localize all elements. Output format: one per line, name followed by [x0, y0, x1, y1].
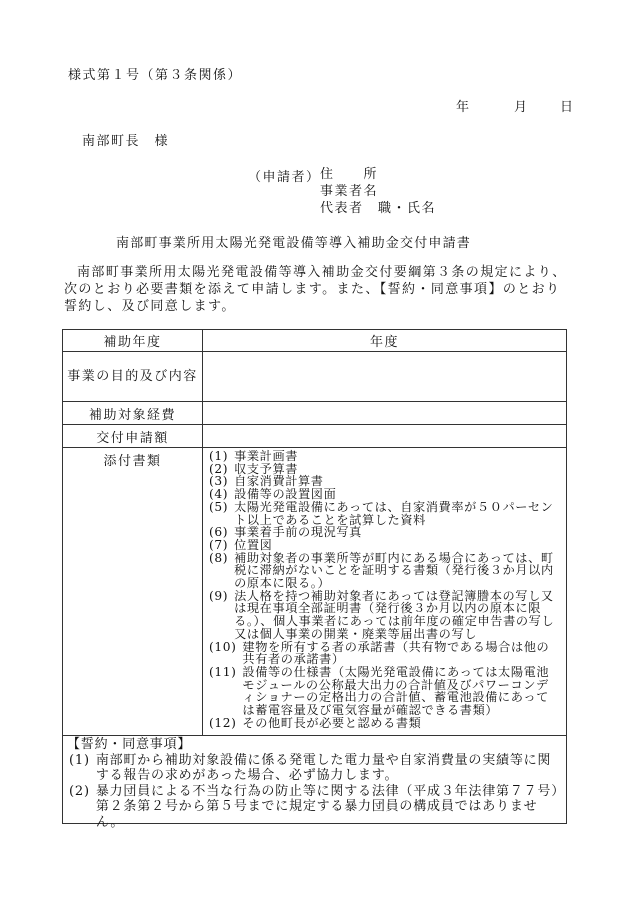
attachment-item: [209, 590, 560, 641]
date-year-label: 年: [456, 100, 471, 115]
attachment-text: 設備等の仕様書（太陽光発電設備にあっては太陽電池モジュールの公称最大出力の合計値及びパワーコンディショナーの定格出力の合計値、蓄電池設備にあっては蓄電容量及び電気容量が確認できる書類）: [242, 664, 550, 718]
attachment-number: (1): [209, 449, 229, 463]
attachment-item: [209, 641, 560, 666]
amount-value[interactable]: [203, 425, 567, 448]
attachment-number: (10): [209, 639, 237, 654]
fiscal-year-value[interactable]: [203, 330, 567, 352]
attachment-item: [209, 539, 560, 552]
application-table: [62, 329, 567, 736]
attachment-text: 自家消費計算書: [234, 474, 324, 489]
attachment-number: (12): [209, 715, 237, 730]
address-label: 住 所: [320, 167, 379, 182]
business-name-label: 事業者名: [320, 184, 379, 199]
fiscal-year-unit: 年度: [369, 335, 399, 350]
applicant-fields: [320, 166, 436, 217]
intro-paragraph: 南部町事業所用太陽光発電設備等導入補助金交付要綱第３条の規定により、次のとおり必要書類を添えて申請します。また、【誓約・同意事項】のとおり誓約し、及び同意します。: [64, 265, 567, 314]
attachment-text: 太陽光発電設備にあっては、自家消費率が５０パーセント以上であることを試算した資料: [234, 499, 554, 527]
addressee: 南部町長 様: [82, 134, 170, 149]
attachments-row: [63, 448, 567, 736]
attachments-label: 添付書類: [63, 448, 203, 736]
cost-value[interactable]: [203, 402, 567, 425]
applicant-label: （申請者）: [248, 170, 321, 185]
fiscal-year-label: 補助年度: [63, 330, 203, 352]
attachment-item: [209, 450, 560, 463]
attachments-list: [209, 450, 560, 729]
date-month-label: 月: [514, 100, 529, 115]
attachment-item: [209, 501, 560, 526]
attachment-item: [209, 666, 560, 717]
attachments-cell: [203, 448, 567, 736]
purpose-label: 事業の目的及び内容: [63, 352, 203, 402]
attachment-number: (4): [209, 487, 229, 502]
attachment-text: 収支予算書: [234, 461, 299, 476]
date-day-label: 日: [560, 100, 575, 115]
attachment-text: 位置図: [234, 537, 273, 552]
cost-row: [63, 402, 567, 425]
attachment-number: (8): [209, 550, 229, 565]
pledge-text: 暴力団員による不当な行為の防止等に関する法律（平成３年法律第７７号）第２条第２号から第５号までに規定する暴力団員の構成員ではありません。: [95, 783, 559, 830]
form-number: 様式第１号（第３条関係）: [68, 68, 243, 83]
pledge-item: [63, 784, 566, 831]
attachment-number: (3): [209, 474, 229, 489]
fiscal-year-row: [63, 330, 567, 352]
purpose-value[interactable]: [203, 352, 567, 402]
attachment-number: (2): [209, 461, 229, 476]
attachment-text: 補助対象者の事業所等が町内にある場合にあっては、町税に滞納がないことを証明する書類（発行後３か月以内の原本に限る。）: [234, 550, 554, 591]
attachment-number: (6): [209, 525, 229, 540]
attachment-text: 設備等の設置図面: [234, 487, 337, 502]
pledge-item: [63, 753, 566, 784]
attachment-number: (5): [209, 499, 229, 514]
pledge-number: (2): [69, 783, 90, 799]
attachment-text: 建物を所有する者の承諾書（共有物である場合は他の共有者の承諾書）: [242, 639, 550, 667]
attachment-item: [209, 488, 560, 501]
pledge-section: [62, 736, 567, 830]
attachment-item: [209, 552, 560, 590]
amount-label: 交付申請額: [63, 425, 203, 448]
attachment-item: [209, 717, 560, 730]
attachment-number: (11): [209, 664, 237, 679]
date-line: [456, 96, 575, 115]
attachment-text: 事業計画書: [234, 449, 299, 463]
attachment-text: 事業着手前の現況写真: [234, 525, 362, 540]
attachment-number: (9): [209, 588, 229, 603]
pledge-title: 【誓約・同意事項】: [67, 737, 192, 752]
pledge-text: 南部町から補助対象設備に係る発電した電力量や自家消費量の実績等に関する報告の求めがあった場合、必ず協力します。: [95, 752, 552, 783]
attachment-number: (7): [209, 537, 229, 552]
purpose-row: [63, 352, 567, 402]
amount-row: [63, 425, 567, 448]
pledge-number: (1): [69, 752, 90, 768]
attachment-text: その他町長が必要と認める書類: [242, 715, 422, 730]
document-title: 南部町事業所用太陽光発電設備等導入補助金交付申請書: [116, 236, 472, 251]
attachment-text: 法人格を持つ補助対象者にあっては登記簿謄本の写し又は現在事項全部証明書（発行後３か月以内の原本に限る。）、個人事業者にあっては前年度の確定申告書の写し又は個人事業の開業・廃業等届出書の写し: [234, 588, 555, 641]
representative-label: 代表者 職・氏名: [320, 201, 437, 216]
pledge-list: [63, 753, 566, 831]
cost-label: 補助対象経費: [63, 402, 203, 425]
